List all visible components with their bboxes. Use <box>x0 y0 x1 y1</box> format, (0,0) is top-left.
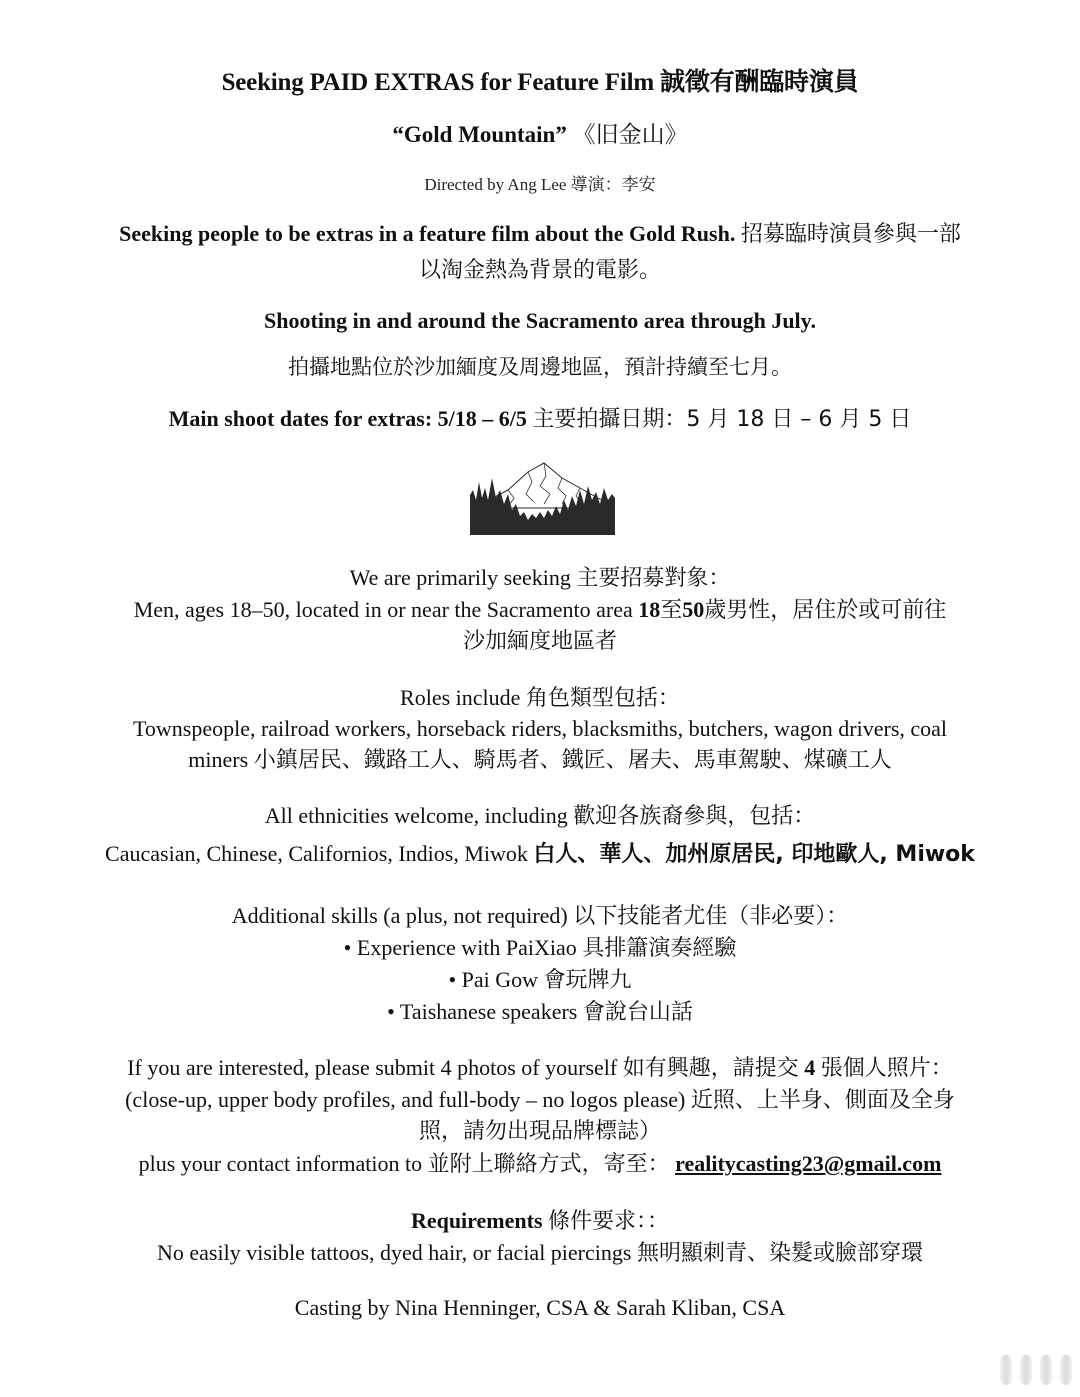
photo-count: 4 <box>804 1055 816 1080</box>
skills-heading-english: Additional skills (a plus, not required) <box>231 903 568 928</box>
skill-item-chinese: 會說台山話 <box>582 1000 693 1025</box>
film-name-english: “Gold Mountain” <box>392 122 567 147</box>
film-name-chinese: 《旧金山》 <box>572 122 688 148</box>
submit-instructions-line-1 <box>0 1055 1080 1081</box>
age-min: 18 <box>638 597 661 622</box>
requirements-line <box>0 1240 1080 1266</box>
skill-item-english: • Pai Gow <box>448 967 539 992</box>
skill-item <box>0 967 1080 993</box>
mountain-forest-icon <box>470 460 615 535</box>
photo-types-chinese: 近照、上半身、側面及全身 <box>690 1088 955 1113</box>
shoot-dates-chinese: 主要拍攝日期：5 月 18 日 – 6 月 5 日 <box>532 407 912 432</box>
submit-chinese-a: 如有興趣，請提交 <box>622 1056 799 1081</box>
title-english: Seeking PAID EXTRAS for Feature Film <box>221 69 654 96</box>
shoot-dates-english: Main shoot dates for extras: 5/18 – 6/5 <box>168 406 527 431</box>
requirements-heading-chinese: 條件要求：： <box>548 1209 670 1234</box>
requirements-heading <box>0 1208 1080 1234</box>
ethnicities-heading-english: All ethnicities welcome, including <box>264 803 568 828</box>
flyer-title <box>0 68 1080 98</box>
skills-heading-chinese: 以下技能者尤佳（非必要）： <box>573 904 849 929</box>
roles-heading-english: Roles include <box>400 685 521 710</box>
roles-heading <box>0 685 1080 711</box>
photo-types-english: (close-up, upper body profiles, and full-body – no logos please) <box>125 1087 686 1112</box>
submit-english: If you are interested, please submit 4 photos of yourself <box>127 1055 618 1080</box>
submit-instructions-line-3: 照，請勿出現品牌標誌） <box>418 1119 661 1144</box>
seeking-heading <box>0 565 1080 591</box>
shooting-location-chinese: 拍攝地點位於沙加緬度及周邊地區，預計持續至七月。 <box>288 355 792 379</box>
ethnicities-heading-chinese: 歡迎各族裔參與，包括： <box>573 804 816 829</box>
seeking-criteria-chinese: 歲男性，居住於或可前往 <box>704 598 947 623</box>
intro-chinese-1: 招募臨時演員參與一部 <box>740 222 961 247</box>
ethnicities-list-english: Caucasian, Chinese, Californios, Indios, Miwok <box>105 841 528 866</box>
ethnicities-list <box>0 841 1080 867</box>
seeking-criteria-line-1 <box>0 597 1080 623</box>
intro-english: Seeking people to be extras in a feature film about the Gold Rush. <box>119 221 736 246</box>
seeking-heading-chinese: 主要招募對象： <box>576 566 731 591</box>
requirements-english: No easily visible tattoos, dyed hair, or facial piercings <box>157 1240 632 1265</box>
contact-email-link[interactable]: realitycasting23@gmail.com <box>675 1151 942 1176</box>
roles-list-chinese: 小鎮居民、鐵路工人、騎馬者、鐵匠、屠夫、馬車駕駛、煤礦工人 <box>253 748 892 773</box>
roles-list-line-2 <box>0 747 1080 773</box>
contact-chinese: 並附上聯絡方式，寄至： <box>427 1152 670 1177</box>
skill-item-english: • Experience with PaiXiao <box>343 935 583 960</box>
submit-instructions-line-2 <box>0 1087 1080 1113</box>
skill-item-chinese: 具排簫演奏經驗 <box>582 936 737 961</box>
seeking-heading-english: We are primarily seeking <box>349 565 571 590</box>
director-chinese: 導演：李安 <box>570 175 656 195</box>
casting-credit: Casting by Nina Henninger, CSA & Sarah Kliban, CSA <box>294 1295 786 1320</box>
shoot-dates <box>0 406 1080 432</box>
roles-heading-chinese: 角色類型包括： <box>525 686 680 711</box>
title-chinese: 誠徵有酬臨時演員 <box>660 67 859 96</box>
intro-line-2 <box>0 257 1080 283</box>
intro-chinese-2: 以淘金熱為背景的電影。 <box>418 258 661 283</box>
roles-list-english: Townspeople, railroad workers, horseback riders, blacksmiths, butchers, wagon drivers, coal <box>132 716 948 741</box>
director-english: Directed by Ang Lee <box>424 175 567 194</box>
skill-item-english: • Taishanese speakers <box>387 999 578 1024</box>
seeking-criteria-line-2: 沙加緬度地區者 <box>462 629 617 654</box>
requirements-heading-english: Requirements <box>410 1208 543 1233</box>
skill-item <box>0 999 1080 1025</box>
age-max: 50 <box>682 597 705 622</box>
requirements-chinese: 無明顯刺青、染髮或臉部穿環 <box>636 1241 923 1266</box>
seeking-zh-to: 至 <box>660 598 683 623</box>
submit-chinese-b: 張個人照片： <box>820 1056 953 1081</box>
watermark-icon <box>1000 1355 1072 1385</box>
seeking-criteria-english: Men, ages 18–50, located in or near the Sacramento area <box>133 597 633 622</box>
submit-instructions-line-4 <box>0 1151 1080 1177</box>
shooting-location-english: Shooting in and around the Sacramento area through July. <box>264 308 816 333</box>
director-credit <box>0 175 1080 196</box>
ethnicities-heading <box>0 803 1080 829</box>
film-name <box>0 122 1080 148</box>
ethnicities-list-chinese: 白人、華人、加州原居民, 印地歐人, Miwok <box>533 842 975 867</box>
contact-english: plus your contact information to <box>138 1151 423 1176</box>
roles-list-english-cont: miners <box>188 747 249 772</box>
skill-item-chinese: 會玩牌九 <box>543 968 632 993</box>
skills-heading <box>0 903 1080 929</box>
skill-item <box>0 935 1080 961</box>
intro-line-1 <box>0 221 1080 247</box>
